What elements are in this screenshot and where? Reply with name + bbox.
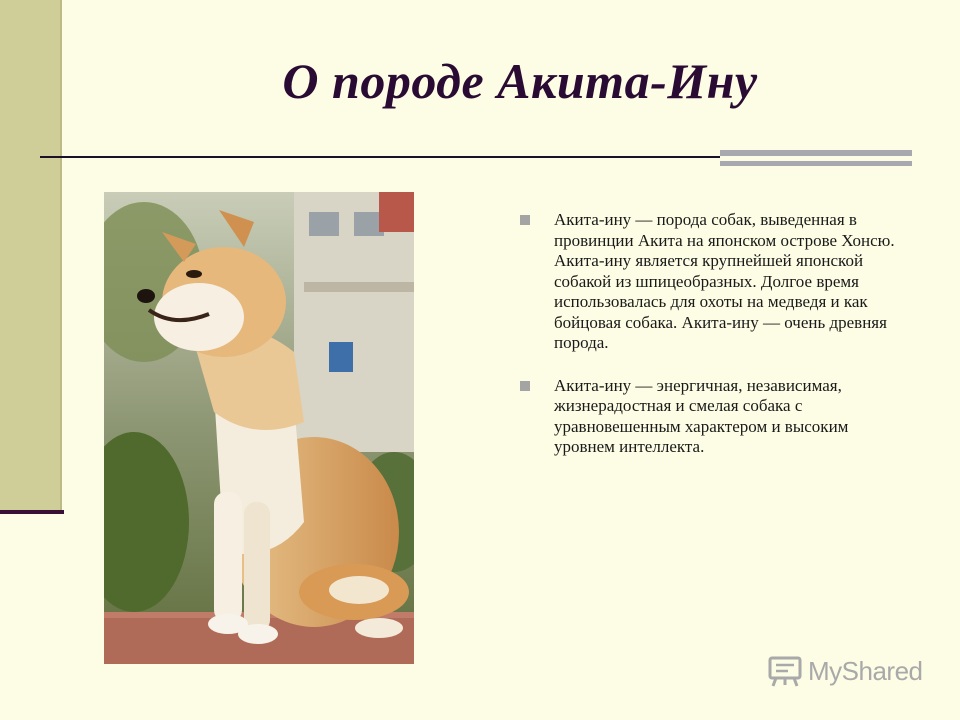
bullet-text: Акита-ину — энергичная, независимая, жизнерадостная и смелая собака с уравновешенным характером и высоким уровнем интеллекта. (554, 375, 849, 456)
slide-title: О породе Акита-Ину (282, 53, 758, 109)
watermark-logo (768, 655, 923, 687)
list-item (520, 210, 905, 354)
watermark-text: MyShared (808, 655, 923, 686)
akita-dog-photo (104, 192, 414, 664)
square-bullet-icon (520, 215, 530, 225)
bullet-list (520, 210, 905, 480)
bullet-text: Акита-ину — порода собак, выведенная в провинции Акита на японском острове Хонсю. Акита-ину является крупнейшей японской собакой из шпицеобразных. Долгое время использовалась для охоты на медведя и как бойцовая собака. Акита-ину — очень древняя порода. (554, 210, 895, 352)
square-bullet-icon (520, 381, 530, 391)
sidebar-rule (0, 510, 64, 514)
chalkboard-icon (768, 655, 802, 687)
title-accent-bar (720, 150, 912, 166)
list-item (520, 376, 905, 458)
